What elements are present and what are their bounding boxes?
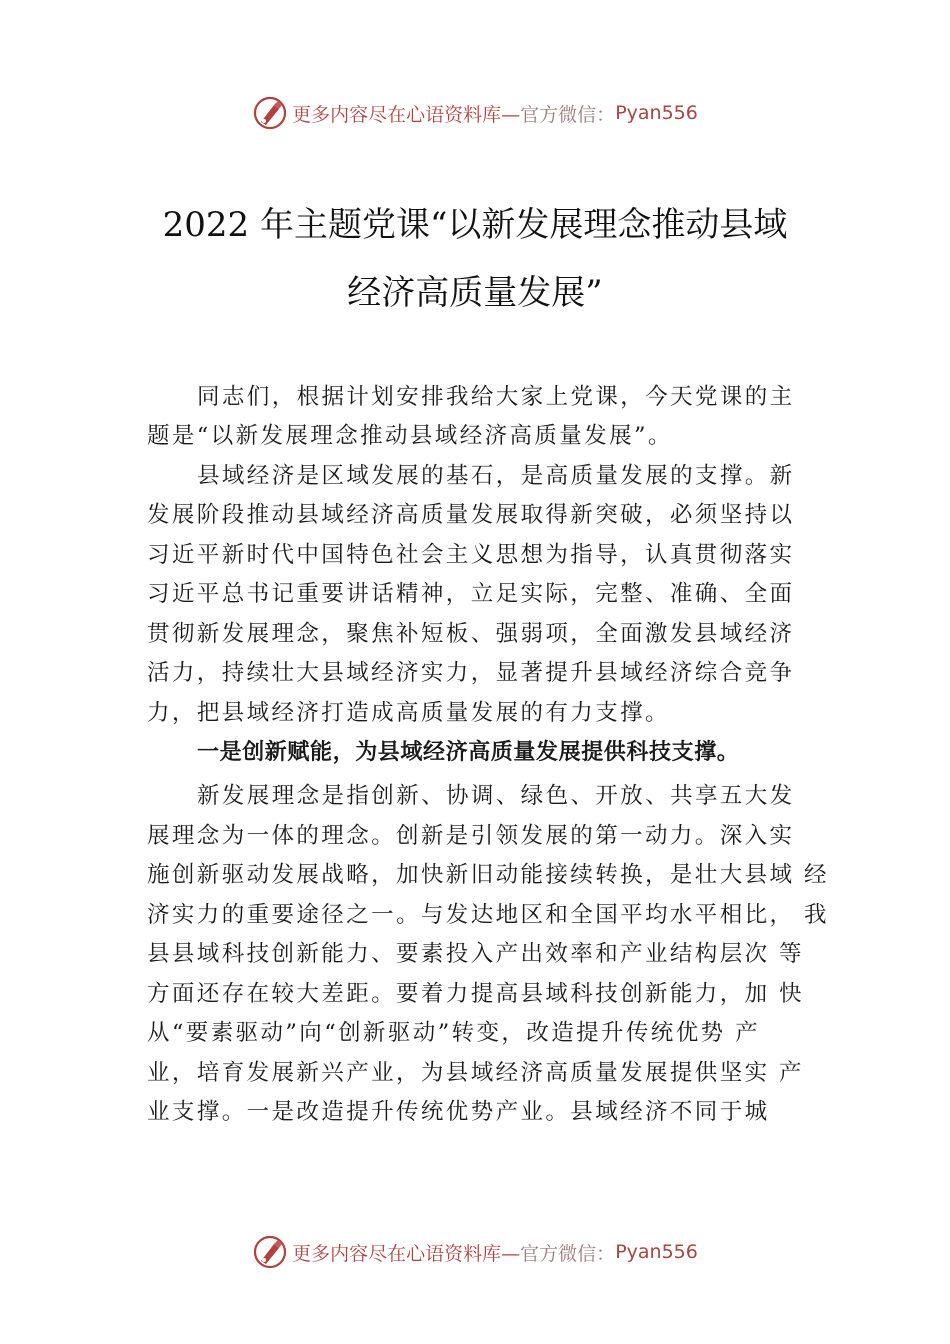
paragraph-line: 业，培育发展新兴产业，为县域经济高质量发展提供坚实 产 [147,1060,804,1086]
pen-nib-logo-icon [252,95,288,131]
paragraph-line: 题是“以新发展理念推动县域经济高质量发展”。 [147,423,673,449]
banner-wechat-label: 官方微信： [520,1242,616,1265]
paragraph-line: 施创新驱动发展战略，加快新旧动能接续转换，是壮大县域 经 [147,862,829,888]
paragraph-line: 展理念为一体的理念。创新是引领发展的第一动力。深入实 [147,823,795,849]
paragraph-line: 习近平总书记重要讲话精神，立足实际，完整、准确、全面 [147,581,795,607]
paragraph-line: 贯彻新发展理念，聚焦补短板、强弱项，全面激发县域经济 [147,621,795,647]
paragraph-line: 县县域科技创新能力、要素投入产出效率和产业结构层次 等 [147,941,804,967]
banner-wechat-id: Pyan556 [615,102,698,124]
paragraph-line: 方面还存在较大差距。要着力提高县域科技创新能力，加 快 [147,981,804,1007]
document-title-line-1: 2022 年主题党课“以新发展理念推动县域 [162,205,788,245]
banner-wechat-id: Pyan556 [615,1241,698,1263]
paragraph-line: 同志们，根据计划安排我给大家上党课，今天党课的主 [197,384,795,410]
banner-wechat-label: 官方微信： [520,103,616,126]
document-title-line-2: 经济高质量发展” [347,273,603,313]
banner-text: 更多内容尽在心语资料库— [292,103,521,126]
paragraph-line: 习近平新时代中国特色社会主义思想为指导，认真贯彻落实 [147,542,795,568]
header-banner [0,93,950,133]
banner-text: 更多内容尽在心语资料库— [292,1242,521,1265]
paragraph-line: 从“要素驱动”向“创新驱动”转变，改造提升传统优势 产 [147,1020,760,1046]
pen-nib-logo-icon [252,1234,288,1270]
footer-banner [0,1232,950,1272]
section-heading: 一是创新赋能，为县域经济高质量发展提供科技支撑。 [197,740,740,765]
paragraph-line: 发展阶段推动县域经济高质量发展取得新突破，必须坚持以 [147,502,795,528]
paragraph-line: 县域经济是区域发展的基石，是高质量发展的支撑。新 [197,463,795,489]
paragraph-line: 力，把县域经济打造成高质量发展的有力支撑。 [147,700,670,726]
paragraph-line: 济实力的重要途径之一。与发达地区和全国平均水平相比， 我 [147,902,829,928]
paragraph-line: 业支撑。一是改造提升传统优势产业。县域经济不同于城 [147,1099,770,1125]
paragraph-line: 活力，持续壮大县域经济实力，显著提升县域经济综合竞争 [147,660,795,686]
paragraph-line: 新发展理念是指创新、协调、绿色、开放、共享五大发 [197,783,795,809]
